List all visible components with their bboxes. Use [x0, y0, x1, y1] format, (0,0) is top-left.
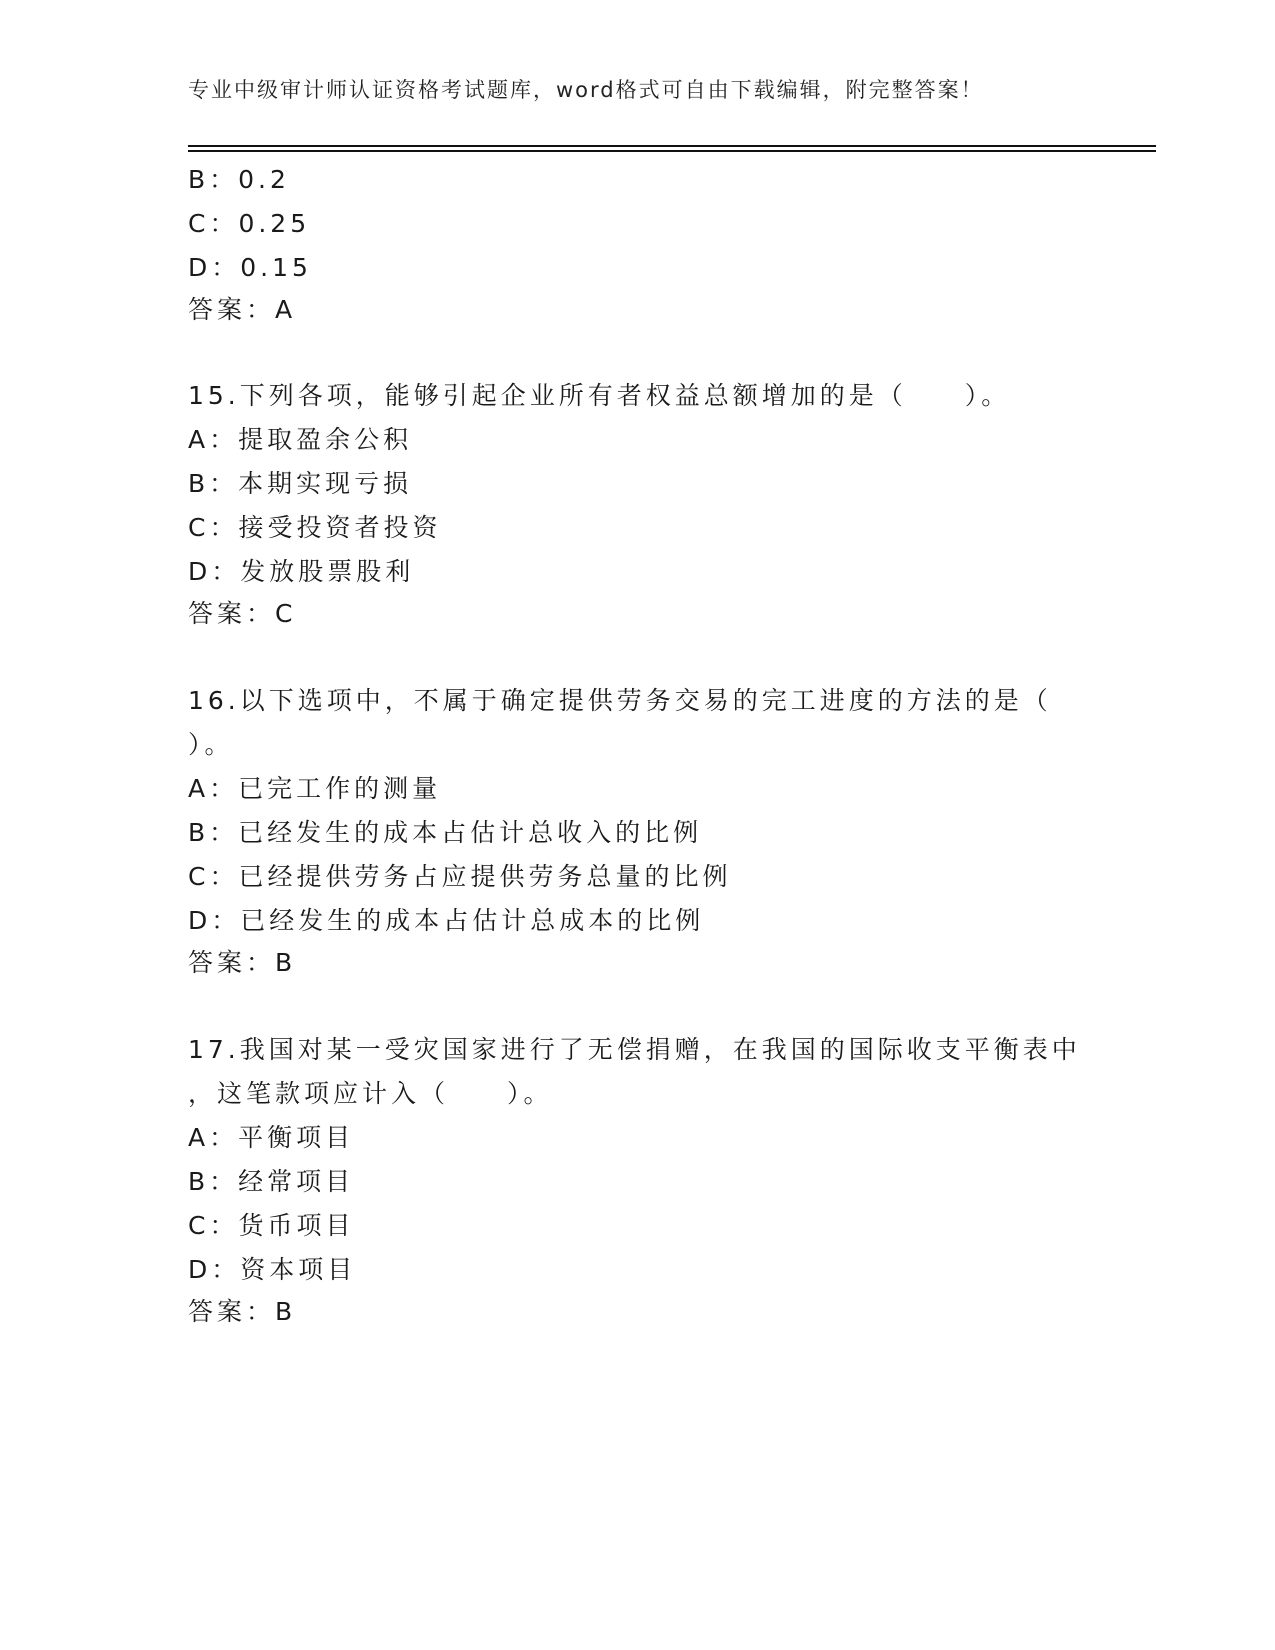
- option-line: D：0.15: [188, 253, 312, 282]
- question-line: ）。: [188, 730, 234, 759]
- option-line: D：资本项目: [188, 1255, 357, 1284]
- option-line: A：提取盈余公积: [188, 425, 413, 454]
- option-line: B：经常项目: [188, 1167, 355, 1196]
- option-line: C：0.25: [188, 209, 311, 238]
- option-line: C：货币项目: [188, 1211, 355, 1240]
- question-line: 16.以下选项中，不属于确定提供劳务交易的完工进度的方法的是（: [188, 686, 1052, 715]
- header-rule-bottom: [188, 150, 1156, 152]
- question-line: ，这笔款项应计入（ ）。: [188, 1079, 553, 1108]
- option-line: C：接受投资者投资: [188, 513, 442, 542]
- answer-line: 答案：A: [188, 295, 297, 324]
- header-rule-top: [188, 145, 1156, 147]
- answer-line: 答案：B: [188, 948, 297, 977]
- answer-line: 答案：B: [188, 1297, 297, 1326]
- option-line: D：已经发生的成本占估计总成本的比例: [188, 906, 705, 935]
- question-line: 17.我国对某一受灾国家进行了无偿捐赠，在我国的国际收支平衡表中: [188, 1035, 1081, 1064]
- option-line: B：已经发生的成本占估计总收入的比例: [188, 818, 703, 847]
- answer-line: 答案：C: [188, 599, 297, 628]
- option-line: D：发放股票股利: [188, 557, 415, 586]
- option-line: B：0.2: [188, 165, 290, 194]
- option-line: B：本期实现亏损: [188, 469, 413, 498]
- page-header: 专业中级审计师认证资格考试题库，word格式可自由下载编辑，附完整答案！: [188, 78, 984, 102]
- option-line: A：平衡项目: [188, 1123, 355, 1152]
- question-line: 15.下列各项，能够引起企业所有者权益总额增加的是（ ）。: [188, 381, 1011, 410]
- option-line: A：已完工作的测量: [188, 774, 442, 803]
- option-line: C：已经提供劳务占应提供劳务总量的比例: [188, 862, 732, 891]
